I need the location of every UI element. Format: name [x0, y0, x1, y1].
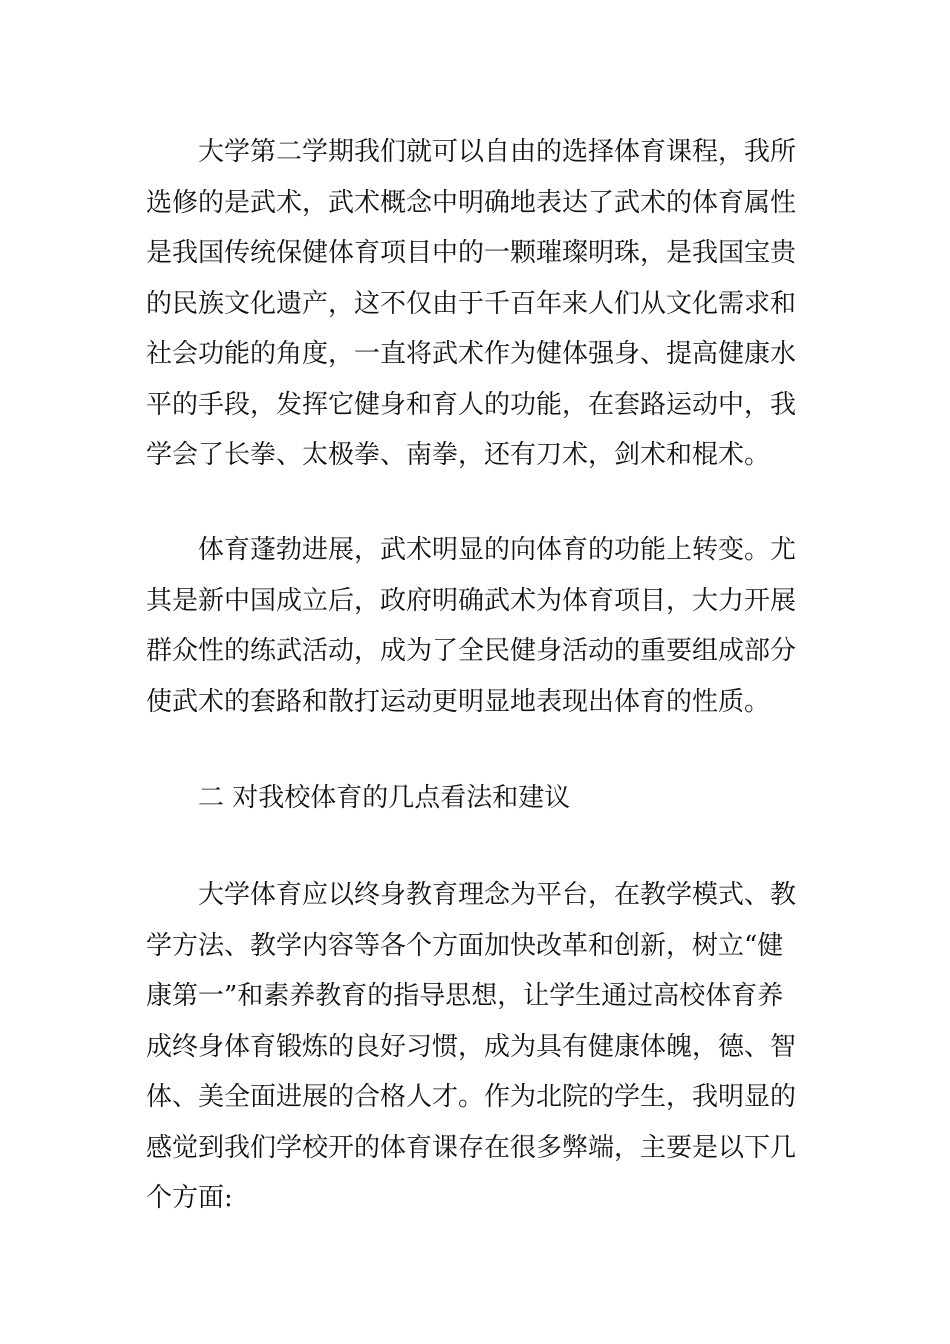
paragraph-sports-development	[146, 525, 826, 727]
text-line: 体、美全面进展的合格人才。作为北院的学生，我明显的	[146, 1082, 797, 1112]
text-line: 社会功能的角度，一直将武术作为健体强身、提高健康水	[146, 339, 797, 369]
text-line: 个方面:	[146, 1183, 233, 1213]
text-line: 大学体育应以终身教育理念为平台，在教学模式、教	[198, 880, 797, 910]
text-line: 使武术的套路和散打运动更明显地表现出体育的性质。	[146, 686, 771, 717]
heading-text: 二 对我校体育的几点看法和建议	[198, 783, 571, 813]
text-line: 的民族文化遗产，这不仅由于千百年来人们从文化需求和	[146, 288, 797, 319]
paragraph-university-pe	[146, 870, 826, 1224]
text-line: 学方法、教学内容等各个方面加快改革和创新，树立“健	[146, 930, 784, 961]
text-line: 康第一”和素养教育的指导思想，让学生通过高校体育养	[146, 981, 784, 1011]
paragraph-wushu-course	[146, 127, 826, 481]
text-line: 是我国传统保健体育项目中的一颗璀璨明珠，是我国宝贵	[146, 238, 797, 268]
text-line: 学会了长拳、太极拳、南拳，还有刀术，剑术和棍术。	[146, 440, 771, 470]
text-line: 体育蓬勃进展，武术明显的向体育的功能上转变。尤	[198, 535, 797, 565]
text-line: 成终身体育锻炼的良好习惯，成为具有健康体魄，德、智	[146, 1031, 797, 1062]
text-line: 平的手段，发挥它健身和育人的功能，在套路运动中，我	[146, 389, 797, 420]
text-line: 感觉到我们学校开的体育课存在很多弊端，主要是以下几	[146, 1132, 797, 1163]
section-heading	[146, 773, 826, 824]
text-line: 其是新中国成立后，政府明确武术为体育项目，大力开展	[146, 585, 797, 616]
text-line: 大学第二学期我们就可以自由的选择体育课程，我所	[198, 137, 797, 167]
text-line: 选修的是武术，武术概念中明确地表达了武术的体育属性	[146, 187, 797, 218]
text-line: 群众性的练武活动，成为了全民健身活动的重要组成部分	[146, 636, 797, 666]
